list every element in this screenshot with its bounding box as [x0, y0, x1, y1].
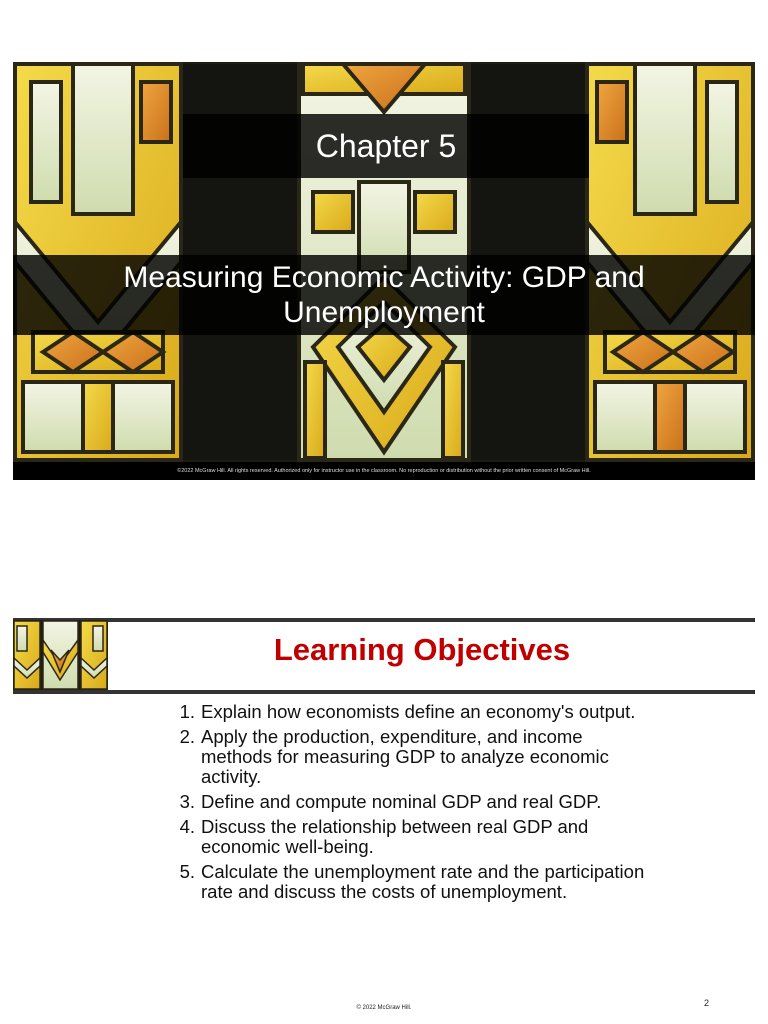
slide-title: Measuring Economic Activity: GDP and Unemployment	[123, 261, 645, 329]
objective-text: Discuss the relationship between real GDP and economic well-being.	[201, 816, 589, 857]
objective-text: Apply the production, expenditure, and income methods for measuring GDP to analyze economic activity.	[201, 726, 609, 787]
slide-title-band	[13, 255, 755, 335]
objective-item	[160, 702, 650, 722]
header-rule-top	[13, 618, 755, 622]
objective-number: 5.	[179, 861, 195, 882]
objectives-list	[160, 702, 650, 907]
objective-item	[160, 792, 650, 812]
objective-item	[160, 727, 650, 787]
objective-number: 4.	[179, 816, 195, 837]
objective-item	[160, 817, 650, 857]
objective-text: Calculate the unemployment rate and the participation rate and discuss the costs of unemployment.	[201, 861, 645, 902]
slide-footer-copyright: © 2022 McGraw Hill.	[356, 1005, 412, 1011]
header-rule-bottom	[13, 690, 755, 694]
objective-text: Explain how economists define an economy's output.	[201, 701, 636, 722]
objective-text: Define and compute nominal GDP and real GDP.	[201, 791, 602, 812]
objective-number: 3.	[179, 791, 195, 812]
chapter-label: Chapter 5	[183, 114, 589, 178]
stained-glass-thumbnail	[13, 620, 108, 690]
objective-item	[160, 862, 650, 902]
copyright-notice: ©2022 McGraw Hill. All rights reserved. Authorized only for instructor use in the classroom. No reproduction or distribution without the prior written consent of McGraw Hill.	[13, 462, 755, 480]
page-number: 2	[704, 998, 710, 1008]
title-slide	[13, 62, 755, 480]
stained-glass-icon	[13, 620, 108, 690]
objective-number: 2.	[179, 726, 195, 747]
learning-objectives-title: Learning Objectives	[273, 632, 571, 667]
objective-number: 1.	[179, 701, 195, 722]
